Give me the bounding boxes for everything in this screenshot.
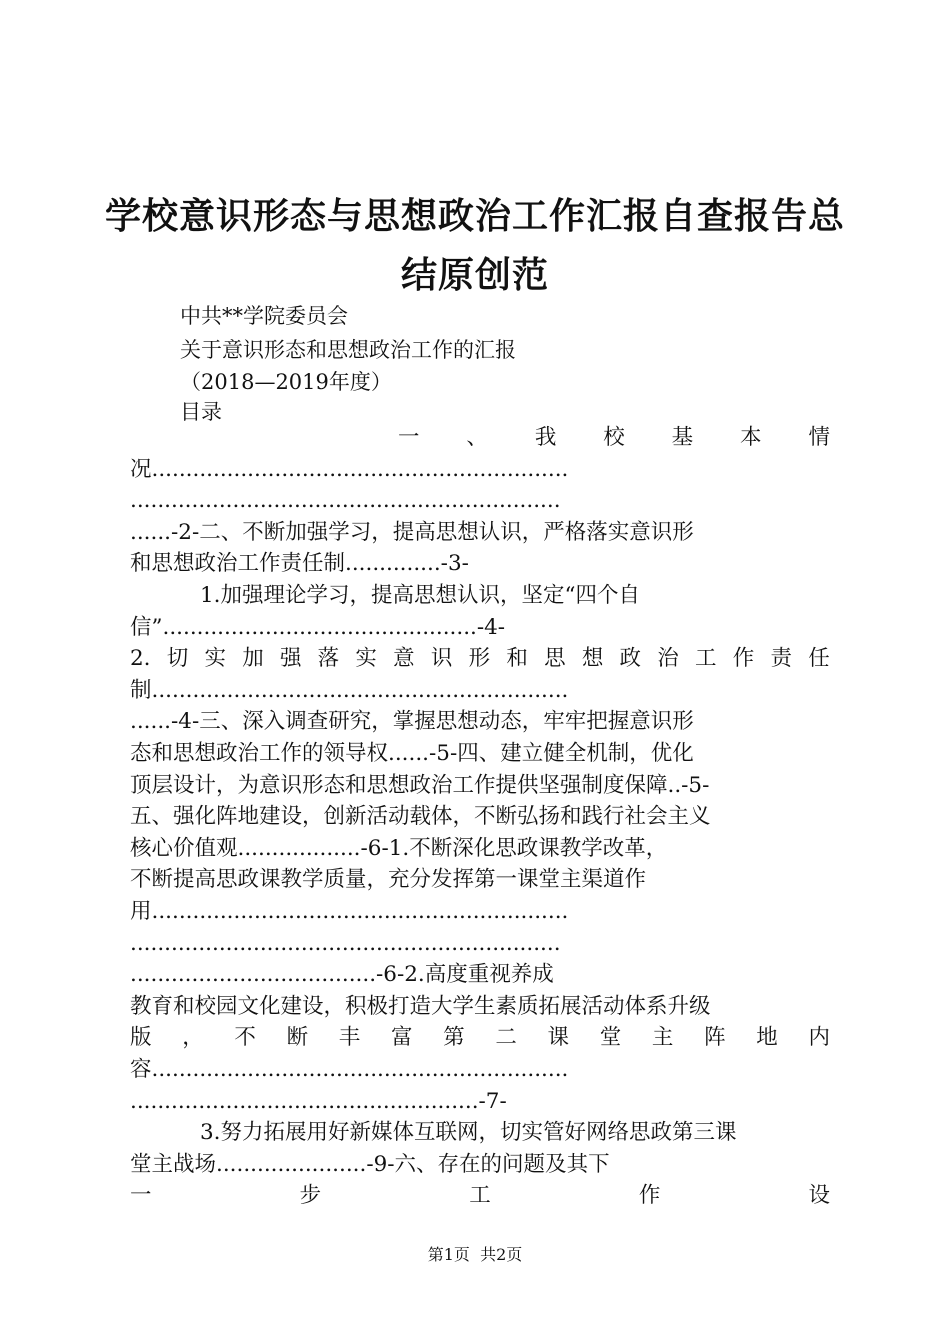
toc-line	[130, 1181, 830, 1211]
toc-char: 加	[242, 646, 264, 672]
toc-line	[130, 1150, 830, 1180]
toc-char: 阵	[704, 1025, 726, 1051]
report-title: 关于意识形态和思想政治工作的汇报	[180, 338, 516, 362]
toc-line-text: 态和思想政治工作的领导权......-5-四、建立健全机制，优化	[130, 741, 694, 766]
toc-line-text: ...............................................................	[130, 488, 561, 514]
toc-char: 形	[468, 646, 491, 672]
toc-line	[130, 423, 830, 453]
toc-line	[130, 771, 830, 801]
toc-char: 切	[166, 646, 189, 672]
toc-char: 基	[671, 425, 694, 450]
toc-line	[130, 929, 830, 959]
toc-char: 意	[393, 646, 415, 672]
toc-line	[130, 455, 830, 485]
toc-line-text: 3.努力拓展用好新媒体互联网，切实管好网络思政第三课	[200, 1120, 737, 1146]
toc-char: ，	[182, 1025, 204, 1051]
toc-line-text: ......-2-二、不断加强学习，提高思想认识，严格落实意识形	[130, 519, 694, 545]
toc-char: 任	[808, 646, 830, 672]
toc-char: 我	[534, 425, 557, 450]
toc-line	[130, 518, 830, 548]
toc-char: 思	[544, 646, 566, 672]
toc-char: 实	[204, 646, 226, 672]
toc-char: 地	[756, 1025, 778, 1051]
toc-line	[130, 865, 830, 895]
toc-char: 实	[355, 646, 377, 672]
toc-char: 本	[740, 425, 762, 450]
toc-char: 一	[398, 425, 420, 450]
toc-line	[130, 613, 830, 643]
toc-char: 、	[466, 425, 488, 450]
toc-line	[130, 644, 830, 674]
toc-line	[130, 1087, 830, 1117]
toc-char: 政	[619, 646, 642, 672]
toc-line	[130, 486, 830, 516]
toc-char: 工	[695, 646, 717, 672]
toc-char: 识	[430, 646, 453, 672]
toc-line-text: 用.............................................................	[130, 899, 569, 924]
toc-char: 设	[808, 1183, 830, 1209]
document-title-line-2: 结原创范	[400, 255, 549, 296]
toc-char: 课	[547, 1025, 570, 1051]
toc-line	[200, 1118, 830, 1148]
toc-line-text: 教育和校园文化建设，积极打造大学生素质拓展活动体系升级	[130, 993, 711, 1019]
document-title-line-1: 学校意识形态与思想政治工作汇报自查报告总	[104, 196, 845, 237]
toc-char: 二	[495, 1025, 517, 1051]
toc-char: 和	[506, 646, 528, 672]
toc-char: 不	[234, 1025, 256, 1051]
toc-line	[130, 897, 830, 927]
toc-char: 强	[279, 646, 302, 672]
toc-line	[130, 707, 830, 737]
toc-line-text: ....................................-6-2.高度重视养成	[130, 962, 554, 988]
toc-line-text: 顶层设计，为意识形态和思想政治工作提供坚强制度保障..-5-	[130, 772, 710, 798]
toc-line	[130, 549, 830, 579]
toc-char: 内	[808, 1025, 830, 1051]
toc-char: 落	[317, 646, 340, 672]
toc-line	[130, 1023, 830, 1053]
toc-char: 第	[443, 1025, 465, 1051]
toc-char: 治	[657, 646, 679, 672]
toc-char: 2.	[130, 646, 151, 672]
toc-char: 版	[130, 1025, 152, 1051]
toc-char: 作	[638, 1183, 661, 1209]
toc-line-text: 1.加强理论学习，提高思想认识，坚定“四个自	[200, 583, 641, 608]
toc-line	[130, 676, 830, 706]
toc-line	[130, 992, 830, 1022]
toc-char: 富	[390, 1025, 413, 1051]
toc-line	[130, 834, 830, 864]
toc-line-text: 容.............................................................	[130, 1057, 569, 1082]
toc-line-text: 制.............................................................	[130, 677, 569, 703]
toc-line-text: 信”..............................................-4-	[130, 614, 506, 640]
toc-char: 主	[651, 1025, 674, 1051]
toc-char: 校	[603, 425, 625, 450]
page-footer: 第1页 共2页	[427, 1245, 523, 1264]
toc-line	[130, 739, 830, 769]
toc-line-text: 核心价值观..................-6-1.不断深化思政课教学改革，	[130, 835, 668, 861]
toc-line	[200, 581, 830, 611]
toc-line	[130, 1055, 830, 1085]
toc-line-text: ...............................................................	[130, 930, 561, 956]
toc-char: 责	[770, 646, 792, 672]
toc-char: 断	[286, 1025, 309, 1051]
toc-char: 作	[732, 646, 755, 672]
toc-line-text: 不断提高思政课教学质量，充分发挥第一课堂主渠道作	[130, 867, 647, 893]
toc-char: 堂	[599, 1025, 622, 1051]
toc-char: 工	[469, 1183, 491, 1209]
toc-line-text: 五、强化阵地建设，创新活动载体，不断弘扬和践行社会主义	[130, 804, 711, 830]
toc-char: 情	[808, 425, 830, 450]
toc-char: 想	[581, 646, 604, 672]
report-period: （2018—2019年度）	[180, 370, 392, 394]
toc-line-text: 堂主战场......................-9-六、存在的问题及其下	[130, 1151, 610, 1177]
toc-line-text: ...................................................-7-	[130, 1088, 507, 1114]
toc-line	[130, 960, 830, 990]
toc-line-text: ......-4-三、深入调查研究，掌握思想动态，牢牢把握意识形	[130, 709, 694, 735]
toc-char: 步	[299, 1183, 322, 1209]
toc-char: 一	[130, 1183, 152, 1209]
toc-heading: 目录	[180, 400, 222, 424]
organization-name: 中共**学院委员会	[180, 304, 348, 328]
toc-line	[130, 802, 830, 832]
toc-line-text: 况.............................................................	[130, 456, 569, 482]
toc-line-text: 和思想政治工作责任制..............-3-	[130, 551, 469, 577]
toc-char: 丰	[338, 1025, 361, 1051]
